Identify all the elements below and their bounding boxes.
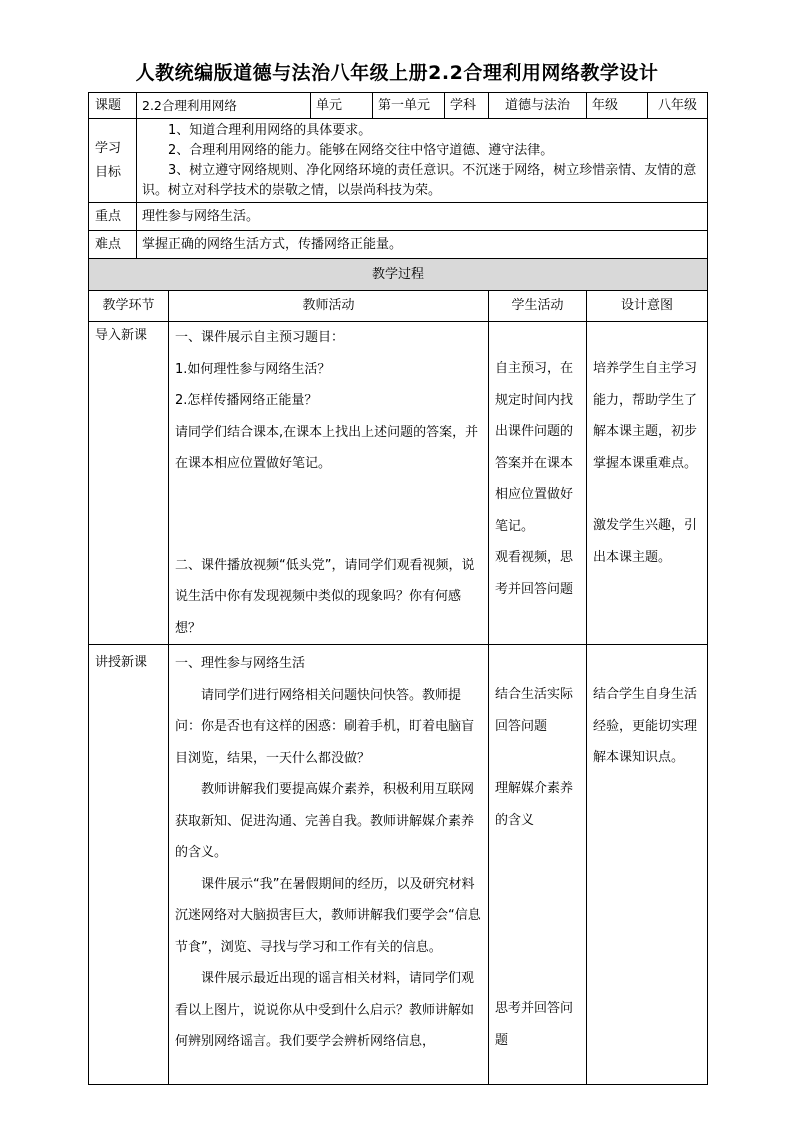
intent-line: 激发学生兴趣，引出本课主题。 [593, 518, 698, 565]
difficulty-label: 难点 [89, 231, 137, 259]
teacher-line: 教师讲解我们要提高媒介素养，积极利用互联网获取新知、促进沟通、完善自我。教师讲解媒介素养的含义。 [175, 782, 475, 860]
goals-row [89, 119, 708, 203]
section-row-new-lesson [89, 645, 708, 1085]
topic-label: 课题 [89, 93, 137, 119]
teacher-activity-intro [169, 322, 489, 645]
key-point-value: 理性参与网络生活。 [137, 203, 708, 231]
teacher-line: 二、课件播放视频“低头党”，请同学们观看视频，说说生活中你有发现视频中类似的现象吗？你有何感想？ [175, 557, 475, 636]
goal-item: 3、树立遵守网络规则、净化网络环境的责任意识。不沉迷于网络，树立珍惜亲情、友情的意识。树立对科学技术的崇敬之情，以崇尚科技为荣。 [142, 162, 697, 198]
unit-value: 第一单元 [373, 93, 445, 119]
teacher-line: 课件展示最近出现的谣言相关材料，请同学们观看以上图片，说说你从中受到什么启示？教师讲解如何辨别网络谣言。我们要学会辨析网络信息， [175, 971, 475, 1049]
student-line: 观看视频，思考并回答问题 [495, 550, 574, 597]
section-row-intro [89, 322, 708, 645]
column-header-teacher: 教师活动 [169, 291, 489, 322]
key-point-row [89, 203, 708, 231]
intent-intro [587, 322, 708, 645]
stage-intro: 导入新课 [89, 322, 169, 645]
topic-value: 2.2合理利用网络 [137, 93, 311, 119]
process-header-row [89, 291, 708, 322]
student-line: 自主预习，在规定时间内找出课件问题的答案并在课本相应位置做好笔记。 [495, 361, 574, 534]
stage-new-lesson: 讲授新课 [89, 645, 169, 1085]
teacher-line: 2.怎样传播网络正能量？ [175, 393, 318, 408]
student-activity-new-lesson [489, 645, 587, 1085]
goals-label-line-1: 学习 [95, 140, 122, 156]
lesson-plan-table [88, 92, 708, 1085]
goals-label-line-2: 目标 [95, 164, 122, 180]
teacher-line: 请同学们进行网络相关问题快问快答。教师提问：你是否也有这样的困惑：刷着手机，盯着电脑盲目浏览，结果，一天什么都没做？ [175, 687, 475, 766]
grade-label: 年级 [587, 93, 648, 119]
difficulty-row [89, 231, 708, 259]
process-title-row [89, 259, 708, 291]
goals-label [89, 119, 137, 203]
teacher-line: 一、理性参与网络生活 [175, 656, 306, 671]
teacher-line: 1.如何理性参与网络生活？ [175, 361, 331, 377]
column-header-stage: 教学环节 [89, 291, 169, 322]
goal-item: 1、知道合理利用网络的具体要求。 [168, 122, 372, 138]
teacher-line: 课件展示“我”在暑假期间的经历，以及研究材料沉迷网络对大脑损害巨大，教师讲解我们要学会“信息节食”，浏览、寻找与学习和工作有关的信息。 [175, 876, 481, 955]
student-line: 结合生活实际回答问题 [495, 687, 574, 734]
document-title: 人教统编版道德与法治八年级上册2.2合理利用网络教学设计 [135, 62, 659, 84]
intent-line: 培养学生自主学习能力，帮助学生了解本课主题，初步掌握本课重难点。 [593, 361, 698, 471]
grade-value: 八年级 [648, 93, 708, 119]
column-header-student: 学生活动 [489, 291, 587, 322]
student-activity-intro [489, 322, 587, 645]
unit-label: 单元 [311, 93, 373, 119]
subject-label: 学科 [445, 93, 489, 119]
student-line: 思考并回答问题 [495, 1001, 574, 1048]
student-line: 理解媒介素养的含义 [495, 781, 574, 828]
process-title: 教学过程 [89, 259, 708, 291]
difficulty-value: 掌握正确的网络生活方式，传播网络正能量。 [137, 231, 708, 259]
subject-value: 道德与法治 [489, 93, 587, 119]
info-row [89, 93, 708, 119]
key-point-label: 重点 [89, 203, 137, 231]
teacher-line: 请同学们结合课本,在课本上找出上述问题的答案，并在课本相应位置做好笔记。 [175, 424, 479, 471]
column-header-intent: 设计意图 [587, 291, 708, 322]
goal-item: 2、合理利用网络的能力。能够在网络交往中恪守道德、遵守法律。 [168, 142, 554, 158]
intent-new-lesson [587, 645, 708, 1085]
teacher-activity-new-lesson [169, 645, 489, 1085]
intent-line: 结合学生自身生活经验，更能切实理解本课知识点。 [593, 687, 698, 765]
goals-content [137, 119, 708, 203]
teacher-line: 一、课件展示自主预习题目： [175, 330, 345, 345]
